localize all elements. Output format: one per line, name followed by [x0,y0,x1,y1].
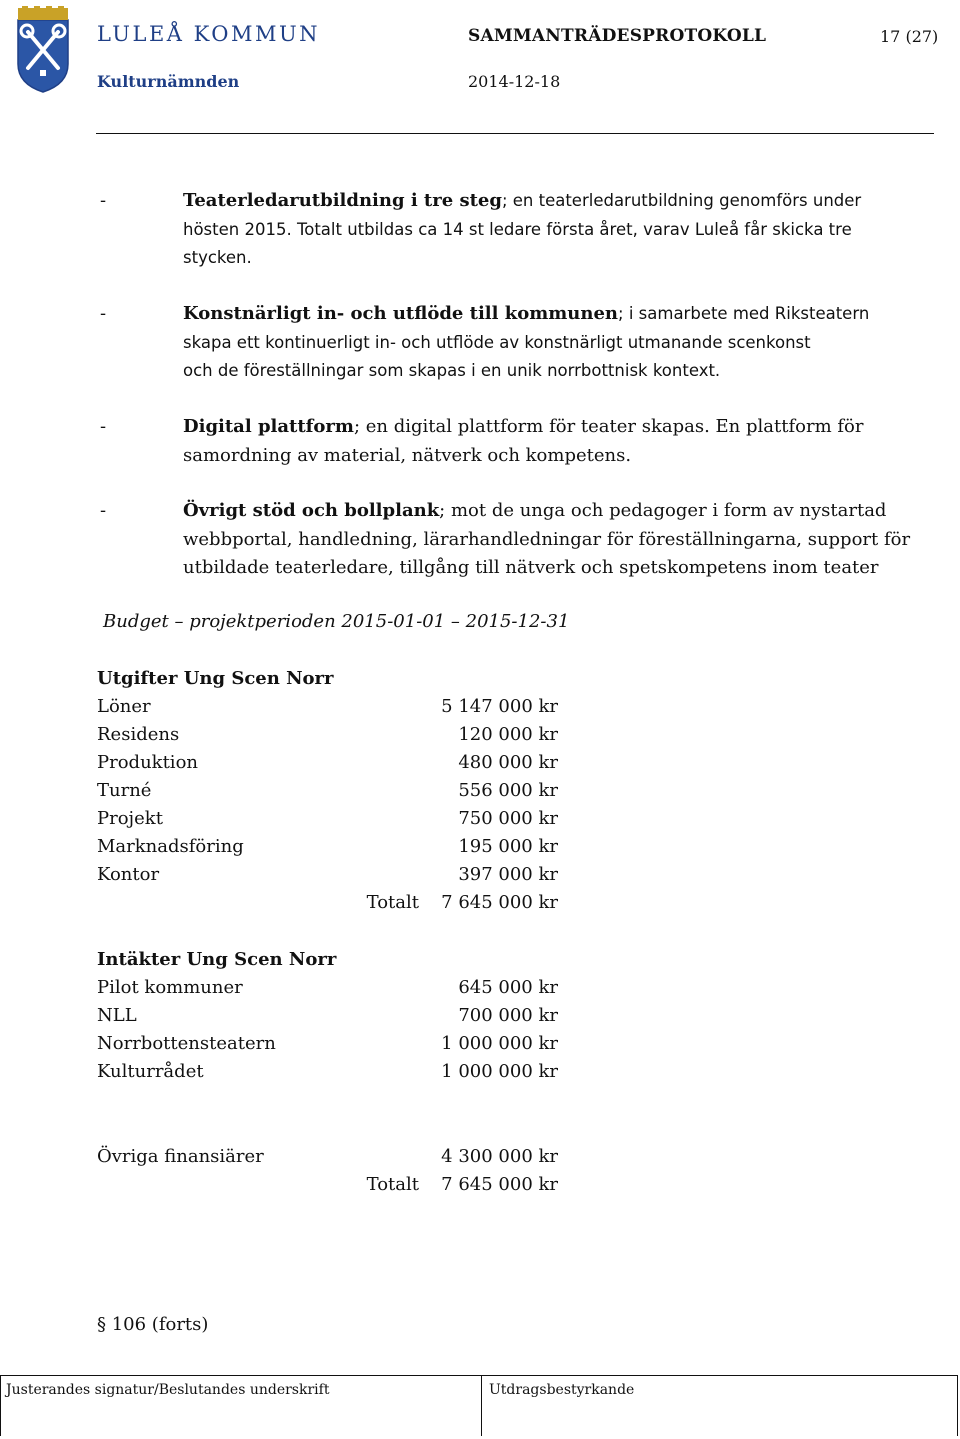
expense-label: Kontor [97,864,160,885]
expense-total-row [97,892,558,920]
expense-label: Löner [97,696,151,717]
bullet-digital-plattform [183,413,928,470]
income-amount: 1 000 000 kr [441,1033,558,1054]
expense-row [97,696,558,724]
org-name: LULEÅ KOMMUN [97,22,321,46]
bullet-title: Teaterledarutbildning i tre steg [183,190,502,211]
income-label: Kulturrådet [97,1061,204,1082]
income-amount: 645 000 kr [458,977,558,998]
bullet-text: ; en digital plattform för teater skapas. En plattform för [353,416,864,437]
bullet-text: skapa ett kontinuerligt in- och utflöde av konstnärligt utmanande scenkonst [183,332,811,352]
expense-amount: 195 000 kr [458,836,558,857]
expense-row [97,780,558,808]
income-row [97,977,558,1005]
bullet-text: ; i samarbete med Riksteatern [618,304,870,323]
signature-label: Justerandes signatur/Beslutandes underskrift [6,1382,330,1398]
section-reference: § 106 (forts) [97,1314,209,1335]
bullet-title: Konstnärligt in- och utflöde till kommunen [183,303,619,324]
other-financiers-amount: 4 300 000 kr [441,1146,558,1167]
income-total-label: Totalt [366,1174,419,1195]
bullet-text: och de föreställningar som skapas i en unik norrbottnisk kontext. [183,361,721,380]
certified-label: Utdragsbestyrkande [489,1382,635,1398]
income-row [97,1005,558,1033]
bullet-text: hösten 2015. Totalt utbildas ca 14 st ledare första året, varav Luleå får skicka tre [183,219,852,239]
bullet-dash: - [100,303,107,324]
committee-name: Kulturnämnden [97,72,240,91]
expense-total-label: Totalt [366,892,419,913]
bullet-ovrigt-stod [183,497,928,583]
bullet-dash: - [100,416,107,437]
expense-row [97,808,558,836]
bullet-dash: - [100,190,107,211]
expense-row [97,864,558,892]
budget-heading: Budget – projektperioden 2015-01-01 – 2015-12-31 [103,611,570,632]
income-amount: 1 000 000 kr [441,1061,558,1082]
bullet-text: samordning av material, nätverk och kompetens. [183,444,632,466]
income-total-row [97,1174,558,1202]
income-amount: 700 000 kr [458,1005,558,1026]
bullet-konstnarligt-in-och-utflode [183,300,928,386]
bullet-text: stycken. [183,248,252,267]
expense-row [97,836,558,864]
income-row [97,1061,558,1089]
expense-amount: 120 000 kr [458,724,558,745]
bullet-text: utbildade teaterledare, tillgång till nätverk och spetskompetens inom teater [183,557,879,578]
bullet-text: ; mot de unga och pedagoger i form av nystartad [439,500,887,521]
expense-label: Turné [97,780,152,801]
lulea-coat-of-arms-logo [14,6,72,94]
other-financiers-label: Övriga finansiärer [97,1146,264,1167]
expenses-heading: Utgifter Ung Scen Norr [97,668,334,689]
expense-amount: 397 000 kr [458,864,558,885]
page-number: 17 (27) [880,27,939,46]
bullet-text: ; en teaterledarutbildning genomförs under [501,191,862,210]
income-label: Pilot kommuner [97,977,243,998]
expense-amount: 480 000 kr [458,752,558,773]
expense-label: Produktion [97,752,198,773]
expense-amount: 556 000 kr [458,780,558,801]
expense-row [97,752,558,780]
expense-row [97,724,558,752]
document-type: SAMMANTRÄDESPROTOKOLL [468,26,767,46]
document-date: 2014-12-18 [468,72,561,91]
expense-label: Residens [97,724,180,745]
header-divider [96,133,934,134]
other-financiers-row [97,1146,558,1174]
bullet-teaterledarutbildning [183,187,928,273]
bullet-text: webbportal, handledning, lärarhandledningar för föreställningarna, support för [183,528,911,550]
expense-amount: 750 000 kr [458,808,558,829]
expense-amount: 5 147 000 kr [441,696,558,717]
expense-label: Projekt [97,808,163,829]
income-label: Norrbottensteatern [97,1033,276,1054]
income-row [97,1033,558,1061]
bullet-title: Digital plattform [183,416,354,437]
income-total-amount: 7 645 000 kr [441,1174,558,1195]
bullet-dash: - [100,500,107,521]
income-heading: Intäkter Ung Scen Norr [97,949,337,970]
bullet-title: Övrigt stöd och bollplank [183,500,440,521]
expense-total-amount: 7 645 000 kr [441,892,558,913]
expense-label: Marknadsföring [97,836,244,857]
income-label: NLL [97,1005,137,1026]
